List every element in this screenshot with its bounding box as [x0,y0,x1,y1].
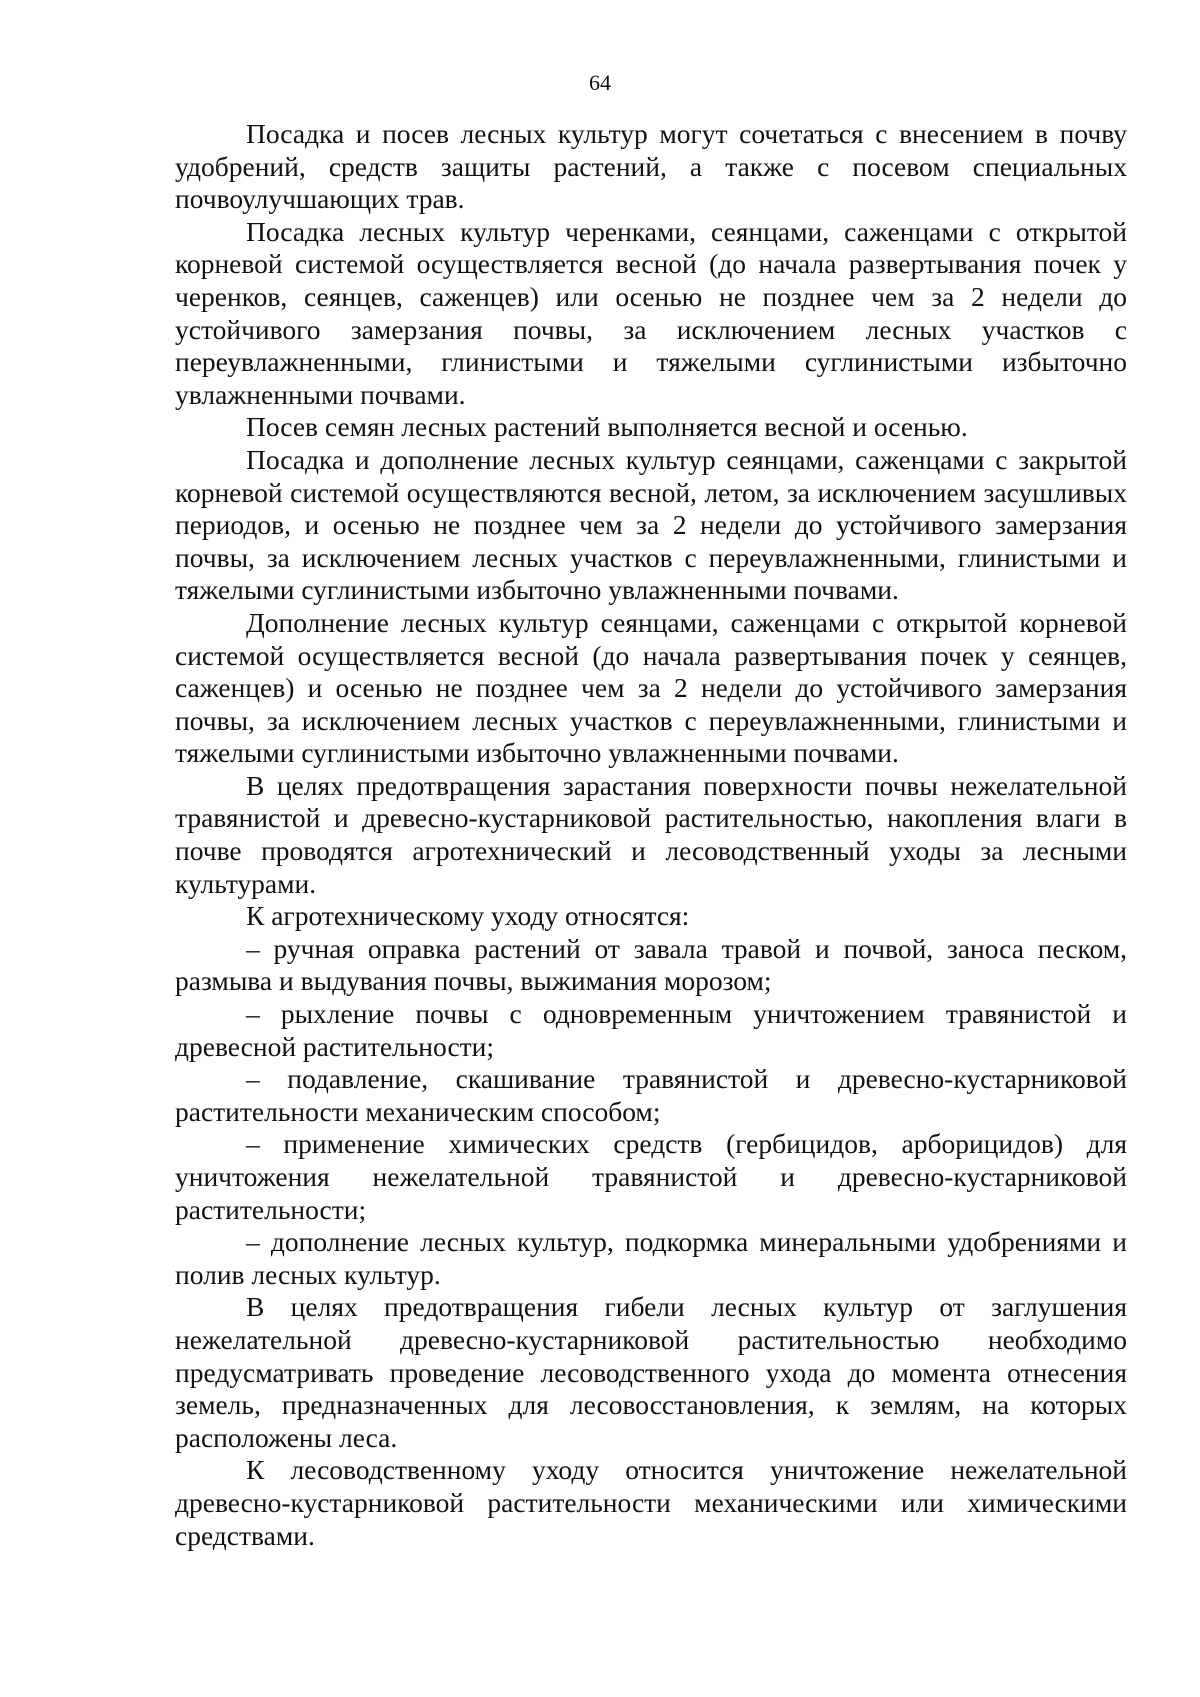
list-item-suppression-mowing: – подавление, скашивание травянистой и древесно-кустарниковой растительности механическим способом; [175,1063,1127,1127]
paragraph-supplement-open-roots: Дополнение лесных культур сеянцами, саженцами с открытой корневой системой осуществляется весной (до начала развертывания почек у сеянцев, саженцев) и осенью не позднее чем за 2 недели до устойчивого замерзания почвы, за исключением лесных участков с переувлажненными, глинистыми и тяжелыми суглинистыми избыточно увлажненными почвами. [175,606,1127,769]
paragraph-planting-closed-roots: Посадка и дополнение лесных культур сеянцами, саженцами с закрытой корневой системой осуществляются весной, летом, за исключением засушливых периодов, и осенью не позднее чем за 2 недели до устойчивого замерзания почвы, за исключением лесных участков с переувлажненными, глинистыми и тяжелыми суглинистыми избыточно увлажненными почвами. [175,443,1127,606]
document-body [175,118,1127,1552]
paragraph-planting-open-roots: Посадка лесных культур черенками, сеянцами, саженцами с открытой корневой системой осуществляется весной (до начала развертывания почек у черенков, сеянцев, саженцев) или осенью не позднее чем за 2 недели до устойчивого замерзания почвы, за исключением лесных участков с переувлажненными, глинистыми и тяжелыми суглинистыми избыточно увлажненными почвами. [175,215,1127,410]
paragraph-seed-sowing: Посев семян лесных растений выполняется весной и осенью. [246,411,968,443]
paragraph-care-purpose: В целях предотвращения зарастания поверхности почвы нежелательной травянистой и древесно-кустарниковой растительностью, накопления влаги в почве проводятся агротехнический и лесоводственный уходы за лесными культурами. [175,769,1127,899]
list-item-manual-correction: – ручная оправка растений от завала травой и почвой, заноса песком, размыва и выдувания почвы, выжимания морозом; [175,932,1127,997]
list-item-chemical-means: – применение химических средств (гербицидов, арборицидов) для уничтожения нежелательной травянистой и древесно-кустарниковой растительности; [175,1128,1127,1225]
page-number: 64 [589,70,611,95]
list-item-supplement-feeding: – дополнение лесных культур, подкормка минеральными удобрениями и полив лесных культур. [175,1226,1127,1290]
paragraph-agrotechnical-care-heading: К агротехническому уходу относятся: [246,900,690,932]
paragraph-silvicultural-care-purpose: В целях предотвращения гибели лесных культур от заглушения нежелательной древесно-кустарниковой растительностью необходимо предусматривать проведение лесоводственного ухода до момента отнесения земель, предназначенных для лесовосстановления, к землям, на которых расположены леса. [175,1291,1127,1453]
paragraph-silvicultural-care-definition: К лесоводственному уходу относится уничтожение нежелательной древесно-кустарниковой растительности механическими или химическими средствами. [175,1454,1127,1551]
paragraph-planting-sowing-fertilizers: Посадка и посев лесных культур могут сочетаться с внесением в почву удобрений, средств защиты растений, а также с посевом специальных почвоулучшающих трав. [175,118,1127,215]
list-item-loosening: – рыхление почвы с одновременным уничтожением травянистой и древесной растительности; [175,998,1127,1062]
